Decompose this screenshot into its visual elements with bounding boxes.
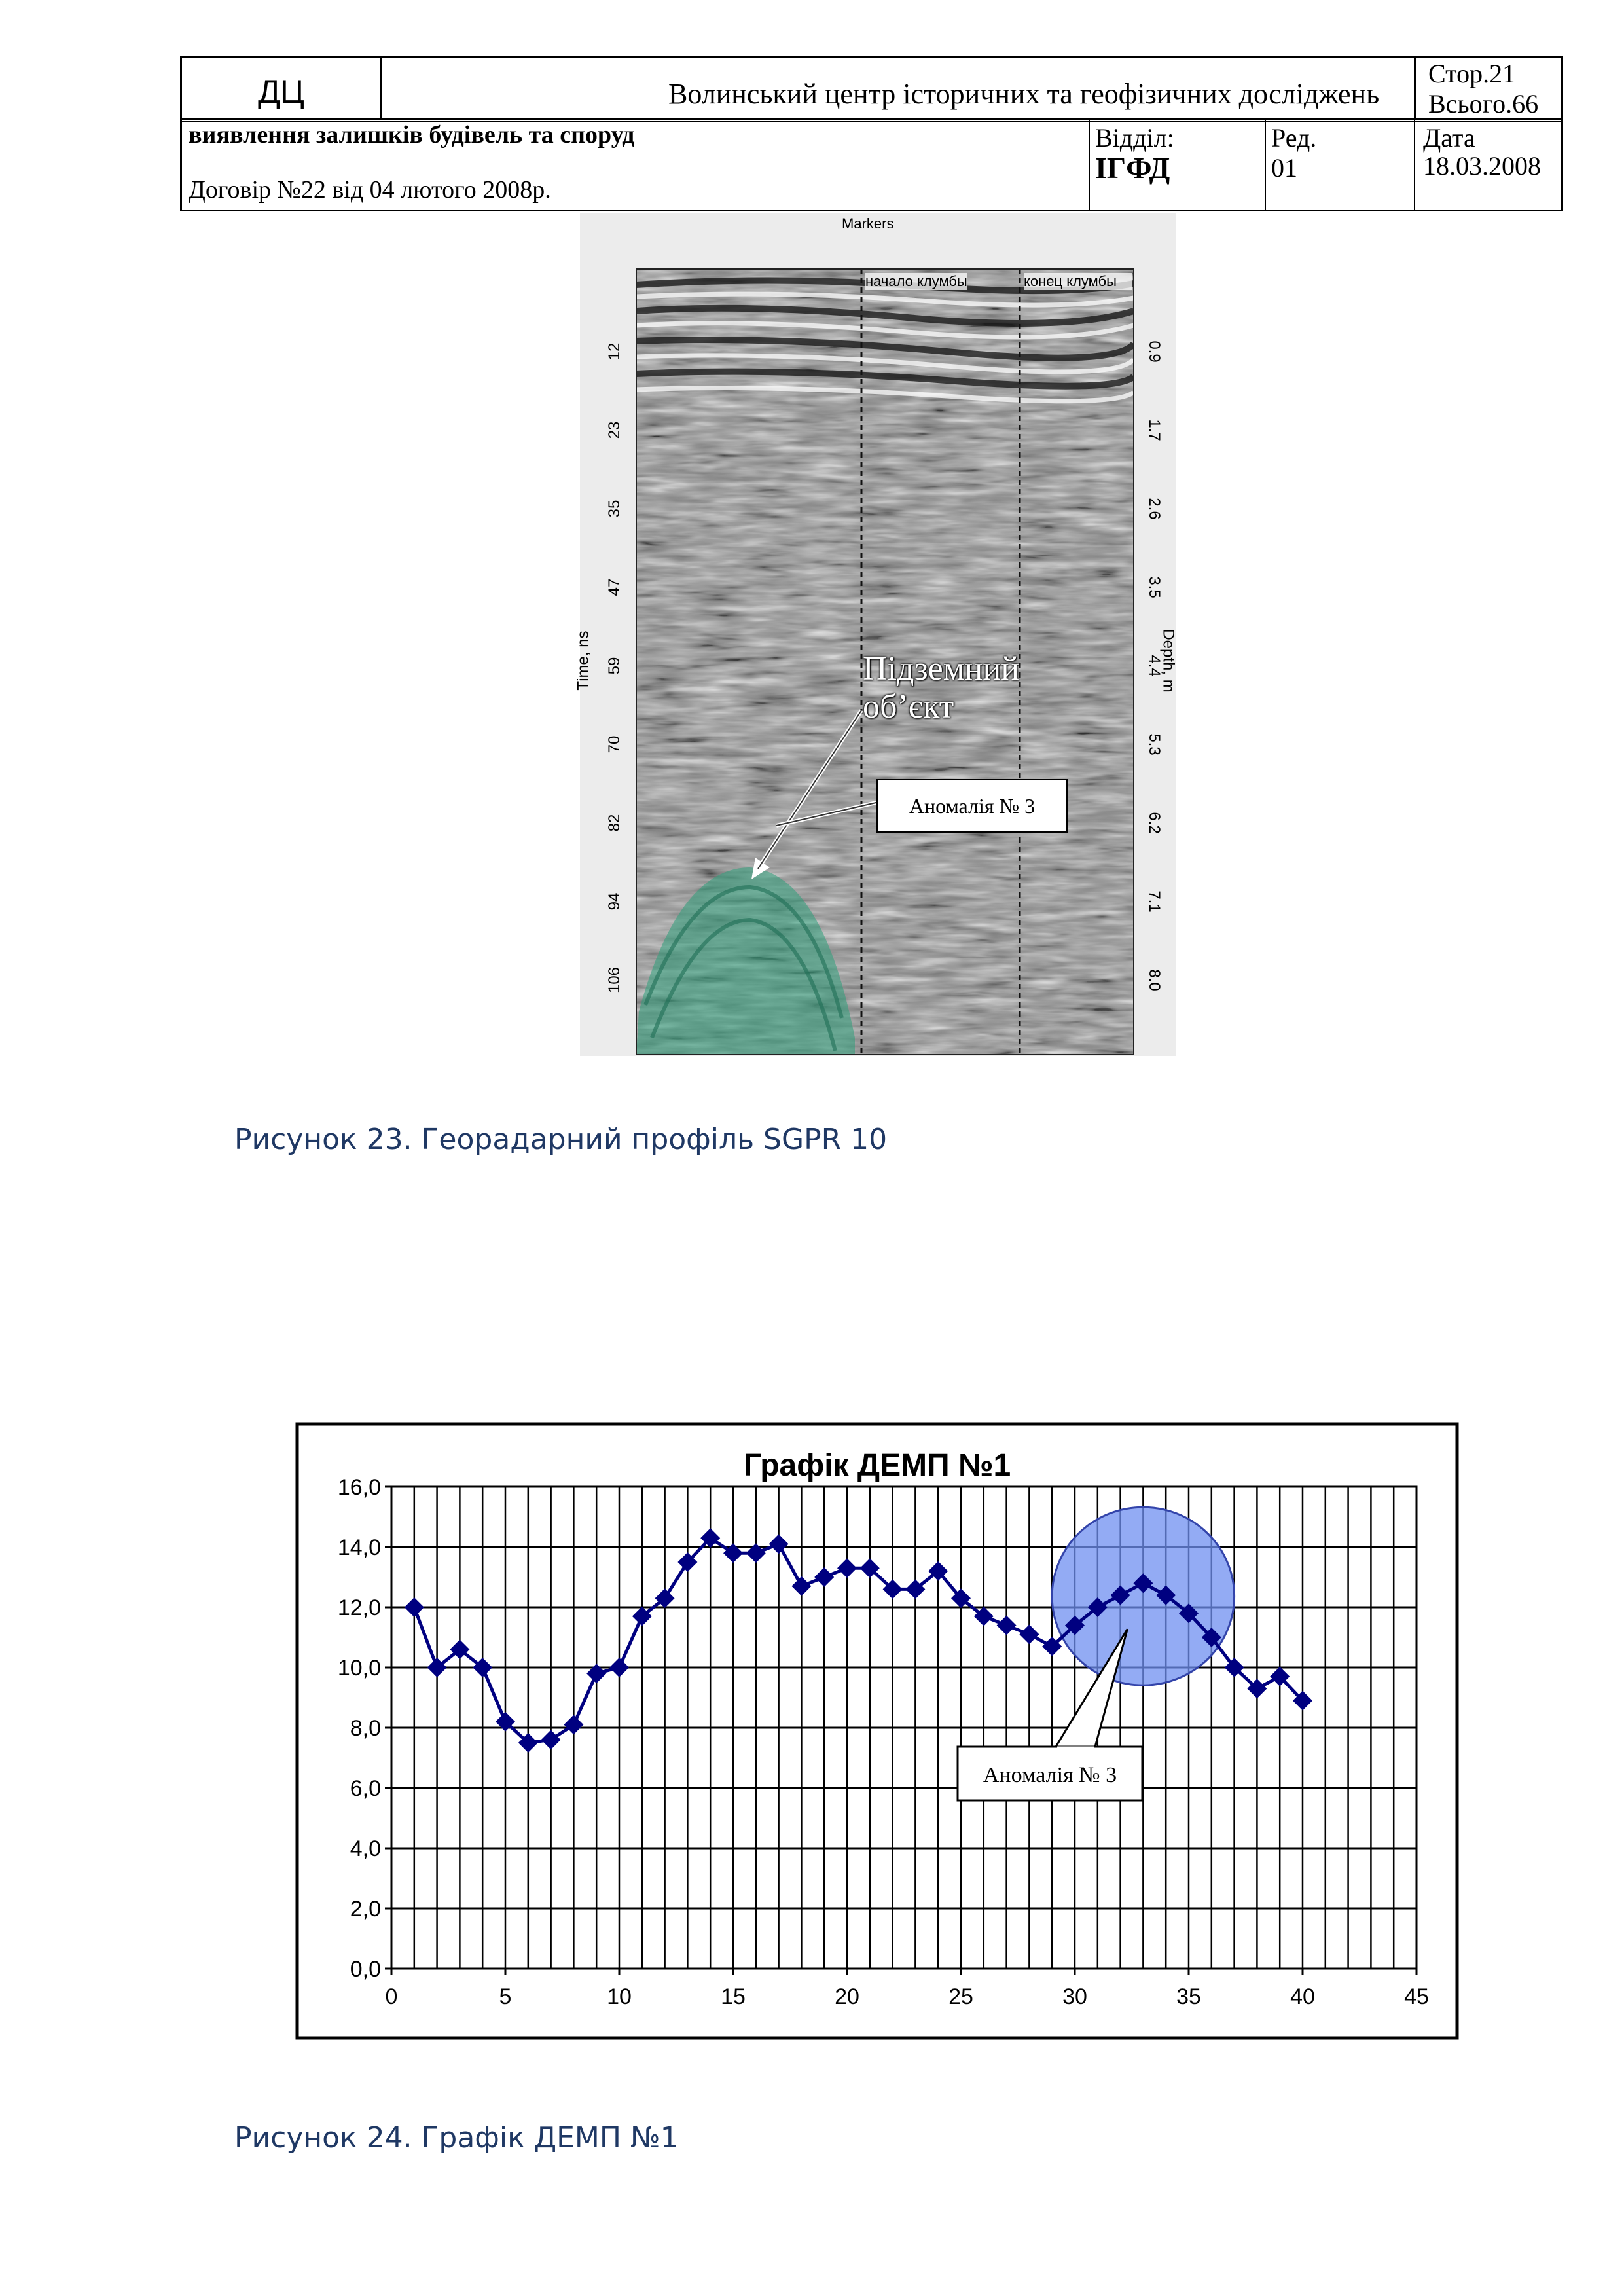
center-code: ДЦ	[258, 73, 304, 110]
x-tick-label: 45	[1404, 1984, 1429, 2009]
depth-tick-label: 5.3	[1146, 733, 1163, 756]
radargram-figure	[574, 213, 1178, 1056]
x-tick-label: 20	[835, 1984, 859, 2009]
time-axis-label: Time, ns	[574, 630, 592, 691]
radargram-top-label: Markers	[842, 215, 894, 232]
revision-value: 01	[1271, 153, 1297, 183]
x-tick-label: 25	[948, 1984, 973, 2009]
depth-tick-label: 0.9	[1146, 340, 1163, 363]
depth-tick-label: 4.4	[1146, 655, 1163, 677]
depth-tick-label: 3.5	[1146, 576, 1163, 598]
y-tick-label: 4,0	[350, 1836, 381, 1861]
time-tick-label: 23	[605, 421, 623, 439]
depth-tick-label: 1.7	[1146, 419, 1163, 441]
time-tick-label: 59	[605, 657, 623, 675]
page-total: Всього.66	[1428, 89, 1539, 118]
divider	[1414, 120, 1415, 210]
depth-axis-label: Depth, m	[1159, 629, 1178, 693]
radargram-image	[580, 213, 1176, 1056]
x-tick-label: 15	[721, 1984, 746, 2009]
chart-canvas	[295, 1422, 1459, 2040]
marker-start-label: начало клумбы	[865, 273, 967, 289]
contract-reference: Договір №22 від 04 лютого 2008р.	[189, 176, 551, 204]
annotation-label: Аномалія № 3	[983, 1763, 1117, 1787]
chart-title: Графік ДЕМП №1	[743, 1448, 1011, 1483]
y-tick-label: 14,0	[337, 1535, 381, 1560]
x-tick-label: 10	[607, 1984, 632, 2009]
document-header-table	[180, 56, 1563, 211]
y-tick-label: 16,0	[337, 1475, 381, 1500]
y-tick-label: 0,0	[350, 1957, 381, 1982]
anomaly-label: Аномалія № 3	[909, 793, 1036, 818]
time-tick-label: 82	[605, 814, 623, 832]
anomaly-highlight-circle	[1052, 1507, 1234, 1685]
date-value: 18.03.2008	[1423, 151, 1541, 181]
y-tick-label: 12,0	[337, 1595, 381, 1620]
time-tick-label: 70	[605, 735, 623, 754]
x-tick-label: 35	[1176, 1984, 1201, 2009]
time-tick-label: 47	[605, 578, 623, 596]
document-subject: виявлення залишків будівель та споруд	[189, 121, 635, 149]
depth-tick-label: 2.6	[1146, 498, 1163, 520]
page-number: Стор.21	[1428, 59, 1516, 88]
time-tick-label: 94	[605, 892, 623, 911]
x-tick-label: 30	[1062, 1984, 1087, 2009]
depth-tick-label: 7.1	[1146, 890, 1163, 913]
page-counter	[1414, 58, 1564, 120]
object-label	[863, 650, 1019, 726]
object-label-line1: Підземний	[863, 650, 1020, 687]
revision-label: Ред.	[1271, 123, 1317, 153]
depth-tick-label: 8.0	[1146, 969, 1163, 991]
figure-24-caption: Рисунок 24. Графік ДЕМП №1	[234, 2121, 679, 2155]
department-label: Відділ:	[1095, 123, 1174, 153]
divider	[1265, 120, 1266, 210]
divider	[1089, 120, 1090, 210]
depth-tick-label: 6.2	[1146, 812, 1163, 834]
organization-name: Волинський центр історичних та геофізичних досліджень	[668, 77, 1380, 110]
y-tick-label: 8,0	[350, 1716, 381, 1741]
x-tick-label: 5	[499, 1984, 512, 2009]
time-tick-label: 35	[605, 500, 623, 518]
y-tick-label: 2,0	[350, 1897, 381, 1922]
x-tick-label: 40	[1290, 1984, 1315, 2009]
y-tick-label: 6,0	[350, 1776, 381, 1801]
time-tick-label: 106	[605, 966, 623, 994]
marker-end-label: конец клумбы	[1024, 273, 1132, 290]
date-label: Дата	[1423, 123, 1475, 153]
y-tick-label: 10,0	[337, 1656, 381, 1681]
object-label-line2: об’єкт	[863, 688, 954, 725]
x-tick-label: 0	[385, 1984, 398, 2009]
figure-23-caption: Рисунок 23. Георадарний профіль SGPR 10	[234, 1123, 888, 1156]
time-tick-label: 12	[605, 342, 623, 361]
demp-chart	[295, 1422, 1459, 2040]
department-value: ІГФД	[1095, 151, 1170, 185]
